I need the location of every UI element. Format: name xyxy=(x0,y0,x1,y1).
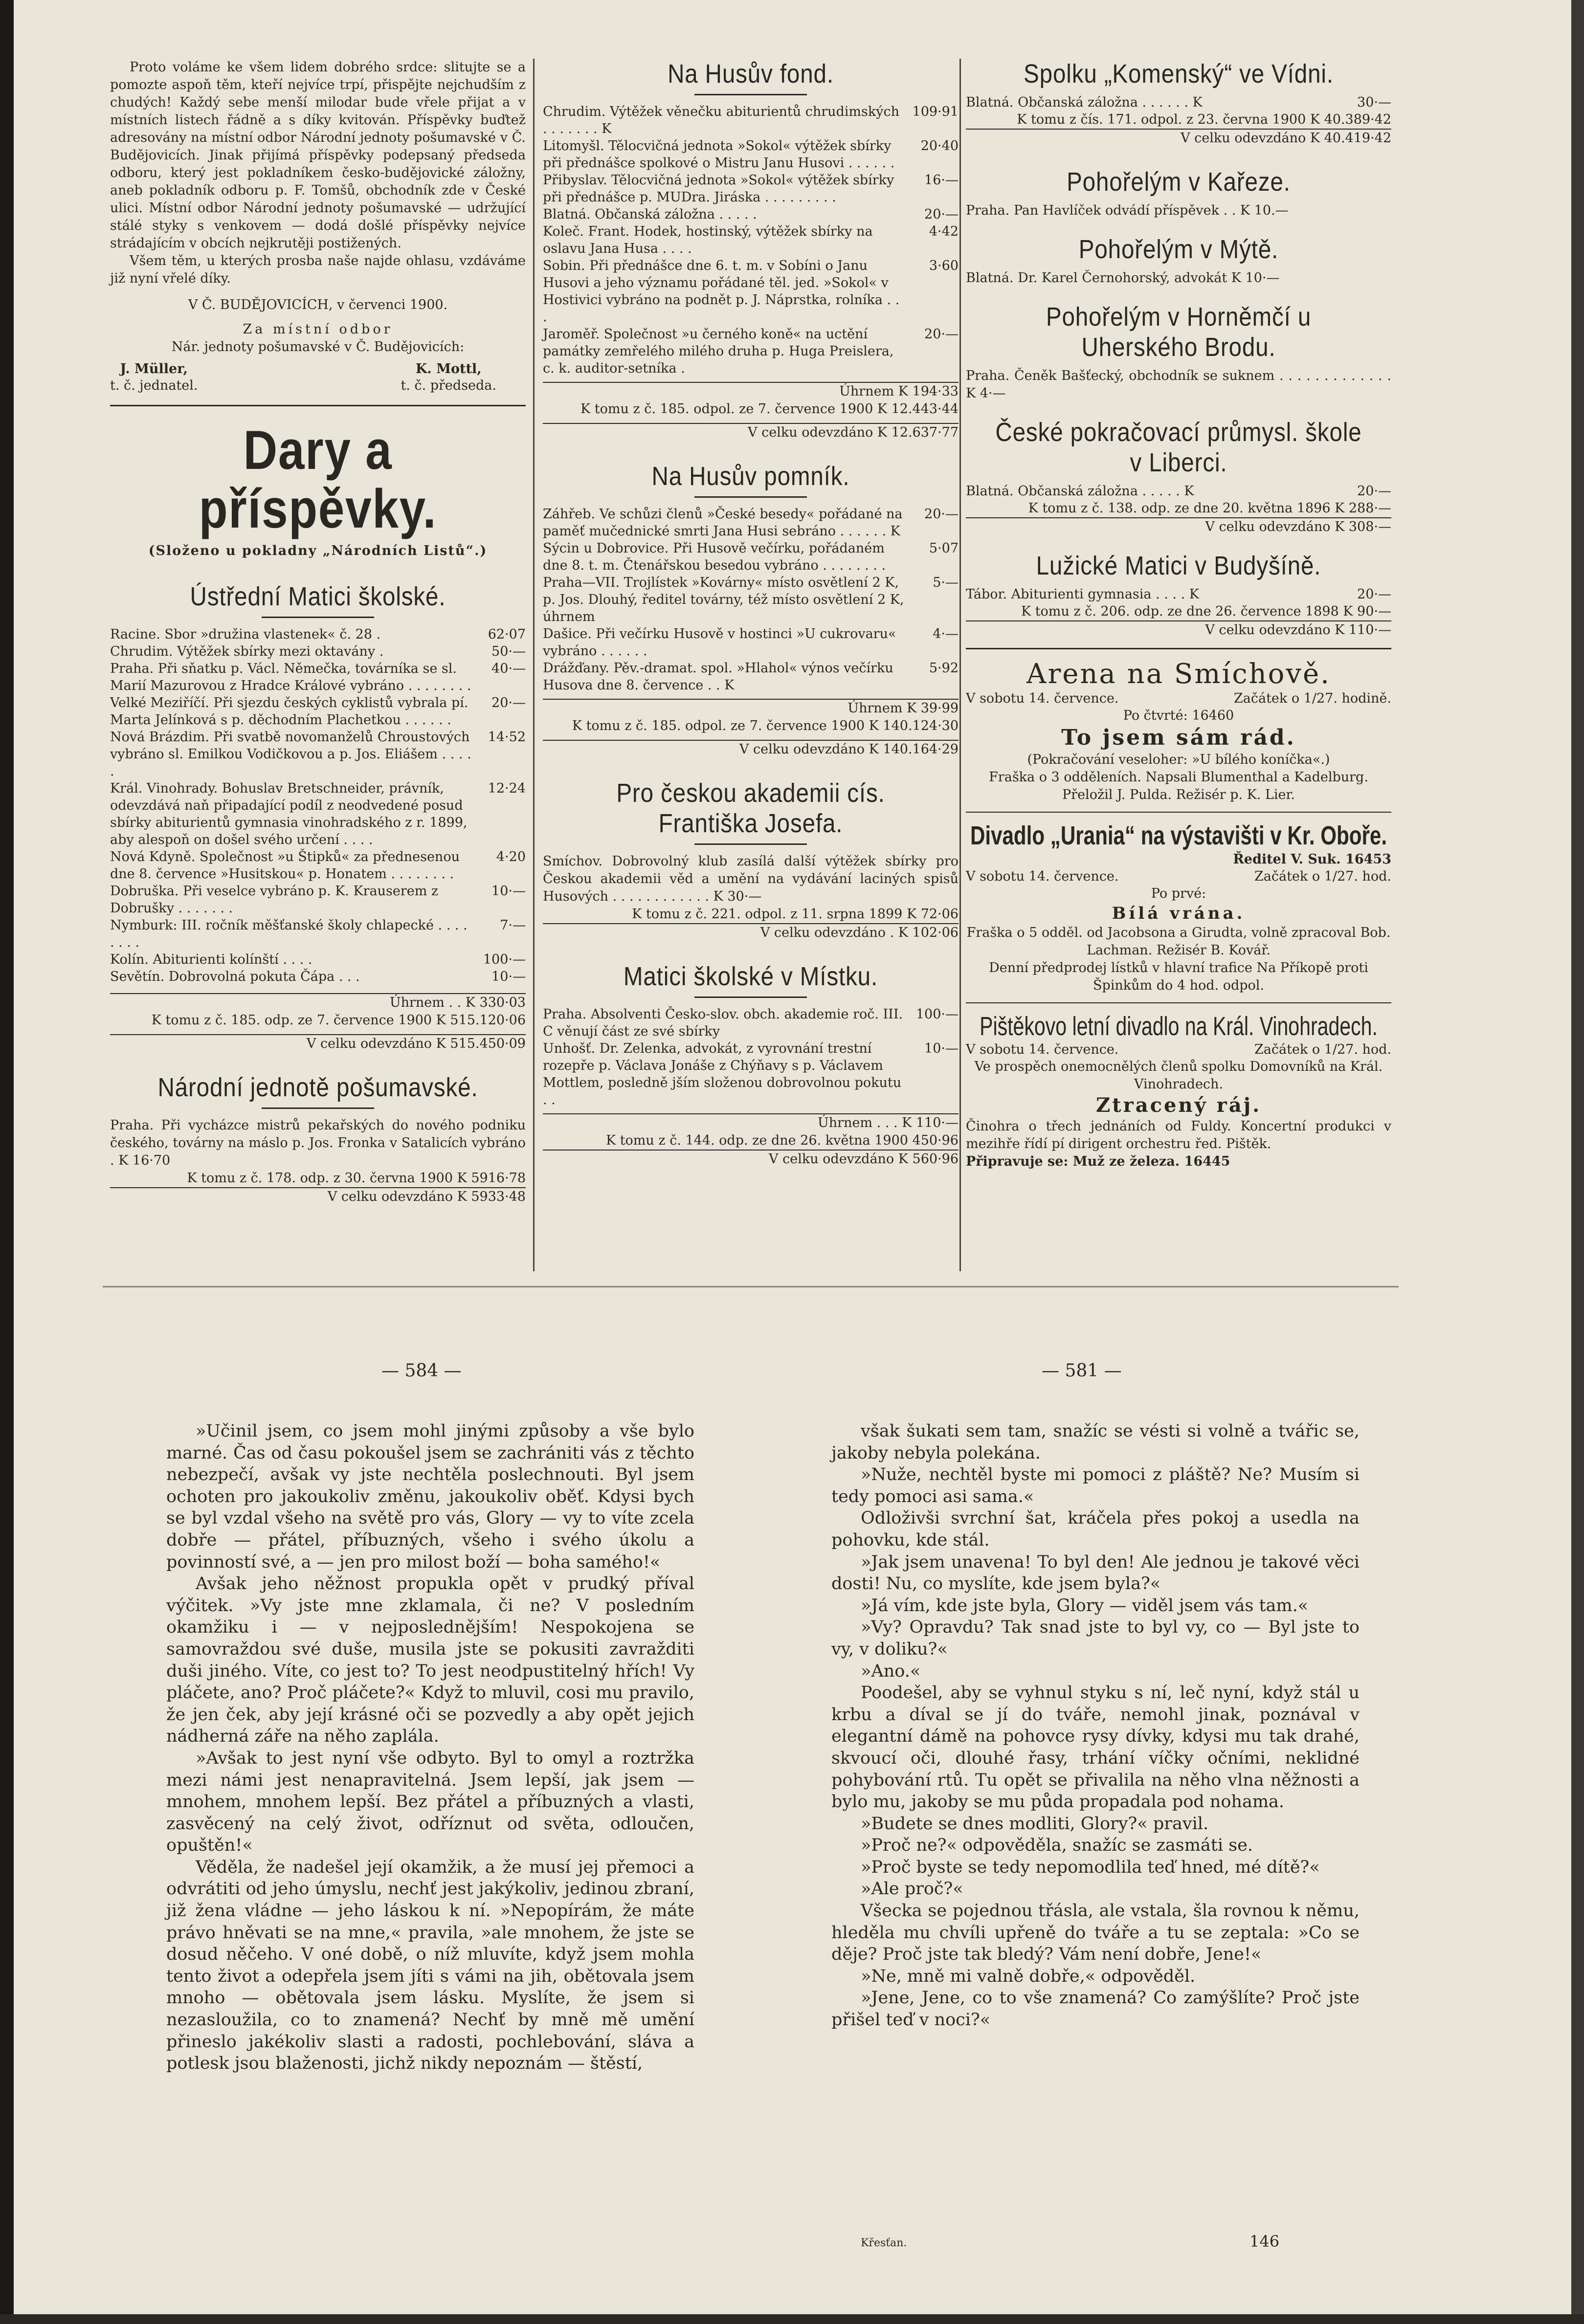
divider xyxy=(966,1002,1391,1003)
donation-text: Blatná. Občanská záložna . . . . . K xyxy=(966,484,1194,499)
donation-text: Praha. Absolventi Česko-slov. obch. akademie roč. III. C věnují část ze své sbírky xyxy=(543,1007,903,1039)
donation-row xyxy=(110,848,526,883)
page-edge-bottom xyxy=(0,2314,1584,2324)
total-line xyxy=(543,423,959,442)
donation-list xyxy=(543,1006,959,1108)
donation-amount: 12·24 xyxy=(488,781,526,796)
section-title: Spolku „Komenský“ ve Vídni. xyxy=(1024,59,1334,89)
donation-row xyxy=(110,626,526,643)
previous-text: K tomu z č. 144. odp. ze dne 26. května 1900 450·96 xyxy=(605,1133,959,1148)
arena-title: Arena na Smíchově. xyxy=(1026,658,1331,690)
donation-text: Nymburk: III. ročník měšťanské školy chlapecké . . . . . . . . xyxy=(110,918,468,950)
donation-row xyxy=(543,206,959,223)
arena-date-line xyxy=(966,690,1391,707)
section-title: Pohořelým v Kařeze. xyxy=(1067,167,1291,197)
signature-name: K. Mottl, xyxy=(415,361,482,376)
donation-amount: 100·— xyxy=(483,952,526,967)
donation-amount: 14·52 xyxy=(488,730,526,745)
total-text: V celku odevzdáno K 140.164·29 xyxy=(739,742,959,757)
donation-list xyxy=(966,94,1391,111)
total-text: V celku odevzdáno K 560·96 xyxy=(769,1151,959,1167)
donations-subtitle: (Složeno u pokladny „Národních Listů“.) xyxy=(148,543,488,558)
donation-text: Nová Kdyně. Společnost »u Štipků« za přednesenou dne 8. července »Husitskou« p. Honatem . . . . . . . . xyxy=(110,849,460,882)
donation-amount: 5·07 xyxy=(929,541,959,556)
donation-list xyxy=(966,586,1391,603)
donation-amount: 20·— xyxy=(924,507,959,522)
arena-subtitle: (Pokračování veseloher: »U bílého koníčka«.) xyxy=(1027,752,1330,767)
donation-text: Smíchov. Dobrovolný klub zasílá další výtěžek sbírky pro Českou akademii věd a umění na vydávání laciných spisů Husových . . . . . . . . . . . . K 30·— xyxy=(543,854,959,904)
donation-amount: 50·— xyxy=(491,644,526,659)
story-paragraph: »Budete se dnes modliti, Glory?« pravil. xyxy=(861,1814,1209,1834)
donation-row xyxy=(543,223,959,257)
story-paragraph: Odloživši svrchní šat, kráčela přes pokoj a usedla na pohovku, kde stál. xyxy=(831,1508,1360,1550)
previous-text: K tomu z č. 138. odp. ze dne 20. května 1896 K 288·— xyxy=(1028,501,1391,516)
donation-amount: 7·— xyxy=(500,918,526,933)
section-underline xyxy=(694,996,807,998)
previous-line xyxy=(110,1012,526,1029)
story-paragraph: »Jene, Jene, co to vše znamená? Co zamýšlíte? Proč jste přišel teď v noci?« xyxy=(831,1988,1360,2030)
donation-text: Blatná. Dr. Karel Černohorský, advokát K 10·— xyxy=(966,270,1280,286)
arena-performance: Po čtvrté: 16460 xyxy=(1123,708,1234,723)
previous-text: K tomu z č. 185. odpol. ze 7. července 1900 K 12.443·44 xyxy=(580,401,959,417)
donation-text: Záhřeb. Ve schůzi členů »České besedy« pořádané na paměť mučednické smrti Jana Husi sebráno . . . . . . K xyxy=(543,507,903,539)
pistekovo-date: V sobotu 14. července. xyxy=(966,1042,1119,1057)
donation-text: Praha—VII. Trojlístek »Kovárny« místo osvětlení 2 K, p. Jos. Dlouhý, ředitel továrny, též místo osvětlení 2 K, úhrnem xyxy=(543,575,904,624)
previous-text: K tomu z č. 178. odp. z 30. června 1900 K 5916·78 xyxy=(187,1171,526,1186)
urania-start: Začátek o 1/27. hod. xyxy=(1254,869,1391,884)
section-underline xyxy=(694,843,807,845)
appeal-paragraph: Proto voláme ke všem lidem dobrého srdce: slitujte se a pomozte aspoň těm, kteří nejvíce trpí, přispějte nejchudším z chudých! Každý sebe menší milodar bude vřele přijat a v místních listech řádně a s díky kvitován. Příspěvky buďtež adresovány na místní odbor Národní jednoty pošumavské v Č. Budějovicích. Jinak přijímá příspěvky podepsaný předseda odboru, který jest pokladníkem česko-budějovické záložny, aneb pokladník odboru p. F. Tomšů, obchodník zde v České ulici. Místní odbor Národní jednoty pošumavské — udržující stálé styky s venkovem — dodá došlé příspěvky nejvíce strádajícím v obcích nejkrutěji postižených. xyxy=(110,60,526,251)
donation-text: Drážďany. Pěv.-dramat. spol. »Hlahol« výnos večírku Husova dne 8. července . . K xyxy=(543,661,893,693)
donation-amount: 62·07 xyxy=(488,627,526,642)
donation-amount: 30·— xyxy=(1357,95,1391,110)
donation-amount: 40·— xyxy=(491,661,526,676)
donation-text: Sobin. Při přednášce dne 6. t. m. v Sobíni o Janu Husovi a jeho významu pořádané těl. jed. »Sokol« v Hostivici vybráno na podnět p. J. Náprstka, rolníka . . . xyxy=(543,258,900,325)
donation-text: Velké Meziříčí. Při sjezdu českých cyklistů vybrala pí. Marta Jelínková s p. děchodním Plachetkou . . . . . . xyxy=(110,695,469,728)
donation-row xyxy=(543,137,959,172)
story-paragraph: Avšak jeho něžnost propukla opět v prudký příval výčitek. »Vy jste mne zklamala, či ne? V posledním okamžiku i — v nejposlednějším! Nespokojena se samovraždou své duše, musila jste se pokusiti zavražditi duši jiného. Víte, co jest to? To jest neodpustitelný hřích! Vy pláčete, ano? Proč pláčete?« Když to mluvil, cosi mu pravilo, že jen ček, aby její krásné oči se pozvedly a aby opět jejich nádherná záře na něho zaplála. xyxy=(166,1574,694,1747)
donation-row xyxy=(110,968,526,985)
section-underline xyxy=(694,94,807,95)
donation-text: Blatná. Občanská záložna . . . . . . K xyxy=(966,95,1203,110)
page-edge-left xyxy=(0,0,14,2324)
donation-row xyxy=(966,483,1391,500)
story-paragraph: »Proč byste se tedy nepomodlila teď hned, mé dítě?« xyxy=(861,1857,1320,1877)
donation-text: Jaroměř. Společnost »u černého koně« na uctění památky zemřelého milého druha p. Huga Preislera, c. k. auditor-setníka . xyxy=(543,327,894,376)
urania-description: Fraška o 5 odděl. od Jacobsona a Girudta, volně zpracoval Bob. Lachman. Režisér B. Kovář. xyxy=(966,925,1391,958)
donation-row xyxy=(543,1040,959,1108)
column-middle xyxy=(543,59,959,1168)
story-paragraph: »Učinil jsem, co jsem mohl jinými způsoby a vše bylo marné. Čas od času pokoušel jsem se zachrániti vás z těchto nebezpečí, avšak vy jste nechtěla poslechnouti. Byl jsem ochoten pro jakoukoliv změnu, jakoukoliv oběť. Kdysi bych se byl vzdal všeho na světě pro vás, Glory — vy to víte zcela dobře — přátel, příbuzných, všeho i svého úkolu a povinností své, a — jen pro milost boží — boha samého!« xyxy=(166,1421,694,1572)
donation-text: Koleč. Frant. Hodek, hostinský, výtěžek sbírky na oslavu Jana Husa . . . . xyxy=(543,224,873,256)
donation-amount: 10·— xyxy=(491,884,526,899)
pistekovo-date-line xyxy=(966,1041,1391,1058)
page-edge-right xyxy=(1571,0,1584,2324)
previous-line xyxy=(543,1132,959,1150)
total-text: V celku odevzdáno K 515.450·09 xyxy=(306,1036,526,1051)
donation-amount: 4·20 xyxy=(496,849,526,864)
donation-row xyxy=(543,660,959,694)
urania-title: Divadlo „Urania“ na výstavišti v Kr. Oboře. xyxy=(970,821,1387,850)
sum-text: Úhrnem K 194·33 xyxy=(839,384,959,399)
urania-date: V sobotu 14. července. xyxy=(966,869,1119,884)
pistekovo-title: Pištěkovo letní divadlo na Král. Vinohradech. xyxy=(980,1012,1378,1041)
donation-row xyxy=(110,883,526,917)
donation-amount: 20·— xyxy=(924,207,959,222)
urania-date-line xyxy=(966,868,1391,885)
donation-row xyxy=(110,780,526,848)
previous-text: K tomu z č. 185. odp. ze 7. července 1900 K 515.120·06 xyxy=(151,1013,526,1028)
section-title: Matici školské v Místku. xyxy=(623,962,878,991)
divider xyxy=(966,812,1391,813)
total-text: V celku odevzdáno K 308·— xyxy=(1205,519,1391,534)
pistekovo-prepared: Připravuje se: Muž ze železa. 16445 xyxy=(966,1154,1230,1169)
arena-date: V sobotu 14. července. xyxy=(966,691,1119,706)
donation-text: Tábor. Abiturienti gymnasia . . . . K xyxy=(966,587,1199,602)
donation-list xyxy=(110,626,526,985)
story-paragraph: Poodešel, aby se vyhnul styku s ní, leč nyní, když stál u krbu a díval se jí do tváře, nemohl jinak, poznával v elegantní dámě na pohovce rysy dívky, kdysi mu tak drahé, skvoucí oči, dlouhé řasy, trhání víčky očními, neklidné pohybování rtů. Tu opět se přivalila na něho vlna něžnosti a bylo mu, jakoby se mu půda propadala pod nohama. xyxy=(831,1683,1360,1812)
story-paragraph: »Nuže, nechtěl byste mi pomoci z pláště? Ne? Musím si tedy pomoci asi sama.« xyxy=(831,1465,1360,1506)
arena-play-title: To jsem sám rád. xyxy=(1061,725,1296,750)
sum-line xyxy=(543,382,959,400)
total-text: V celku odevzdáno K 40.419·42 xyxy=(1181,131,1391,146)
donation-row xyxy=(110,660,526,694)
donation-amount: 4·— xyxy=(933,626,959,642)
donation-text: Racine. Sbor »družina vlastenek« č. 28 . xyxy=(110,627,381,642)
donation-row xyxy=(543,574,959,625)
donation-row xyxy=(110,951,526,968)
donation-text: Praha. Při sňatku p. Václ. Němečka, továrníka se sl. Marií Mazurovou z Hradce Králové vybráno . . . . . . . . xyxy=(110,661,471,693)
feuilleton-rule xyxy=(103,1286,1399,1287)
column-rule xyxy=(959,59,961,1271)
story-paragraph: »Ale proč?« xyxy=(861,1879,963,1899)
signatures xyxy=(110,361,526,394)
sum-line xyxy=(543,699,959,717)
donation-text: Nová Brázdim. Při svatbě novomanželů Chroustových vybráno sl. Emilkou Vodičkovou a p. Jos. Eliášem . . . . . xyxy=(110,730,471,779)
donation-amount: 10·— xyxy=(924,1041,959,1056)
donation-row xyxy=(543,172,959,206)
previous-line xyxy=(966,111,1391,129)
signature-name: J. Müller, xyxy=(120,361,188,376)
donation-text: Praha. Při vycházce mistrů pekařských do nového podniku českého, továrny na máslo p. Jos. Fronka v Satalicích vybráno . K 16·70 xyxy=(110,1118,526,1168)
previous-text: K tomu z č. 221. odpol. z 11. srpna 1899 K 72·06 xyxy=(632,907,959,922)
total-text: V celku odevzdáno K 110·— xyxy=(1205,622,1391,638)
pistekovo-benefit: Ve prospěch onemocnělých členů spolku Domovníků na Král. Vinohradech. xyxy=(974,1059,1383,1092)
sum-text: Úhrnem . . . K 110·— xyxy=(818,1115,959,1130)
section-title: Na Husův fond. xyxy=(668,59,834,89)
total-line xyxy=(966,129,1391,147)
pistekovo-start: Začátek o 1/27. hod. xyxy=(1254,1042,1391,1057)
signature-mark: Křesťan. xyxy=(861,2237,907,2249)
donation-text: Praha. Pan Havlíček odvádí příspěvek . . K 10.— xyxy=(966,203,1289,218)
section-underline xyxy=(262,617,374,618)
donation-text: Král. Vinohrady. Bohuslav Bretschneider, právník, odevzdává naň připadající podíl z neodvedené posud sbírky abiturientů gymnasia vinohradského z r. 1899, aby alespoň on došel svého určení . . . . xyxy=(110,781,468,847)
total-line xyxy=(543,1150,959,1168)
total-text: V celku odevzdáno K 5933·48 xyxy=(327,1189,526,1204)
donation-row xyxy=(110,643,526,660)
total-line xyxy=(110,1187,526,1206)
donation-text: Praha. Čeněk Bašťecký, obchodník se suknem . . . . . . . . . . . . . K 4·— xyxy=(966,368,1391,401)
donation-amount: 20·— xyxy=(1357,587,1391,602)
page-number-right: — 581 — xyxy=(1042,1361,1122,1381)
previous-line xyxy=(110,1170,526,1187)
column-rule xyxy=(533,59,535,1271)
donation-text: Sýcin u Dobrovice. Při Husově večírku, pořádaném dne 8. t. m. Čtenářskou besedou vybráno . . . . . . . . xyxy=(543,541,886,573)
signature-role: t. č. jednatel. xyxy=(110,378,198,393)
donation-amount: 4·42 xyxy=(929,224,959,239)
donation-row xyxy=(110,694,526,729)
section-title: Pro českou akademii cís. Františka Josefa. xyxy=(616,778,885,838)
appeal-committee: Za místní odbor xyxy=(243,322,393,337)
donation-list xyxy=(543,103,959,377)
donation-text: Chrudim. Výtěžek sbírky mezi oktavány . xyxy=(110,644,384,659)
previous-text: K tomu z čís. 171. odpol. z 23. června 1900 K 40.389·42 xyxy=(1017,112,1391,127)
previous-text: K tomu z č. 206. odp. ze dne 26. července 1898 K 90·— xyxy=(1021,604,1391,619)
donation-row xyxy=(966,586,1391,603)
donation-text: Přibyslav. Tělocvičná jednota »Sokol« výtěžek sbírky při přednášce p. MUDra. Jiráska . . . . . . . . . xyxy=(543,173,894,205)
story-paragraph: »Ano.« xyxy=(861,1661,921,1681)
donation-text: Dašice. Při večírku Husově v hostinci »U cukrovaru« vybráno . . . . . . xyxy=(543,626,896,659)
donation-row xyxy=(543,103,959,137)
urania-play-title: Bílá vrána. xyxy=(1112,904,1246,923)
feuilleton-left xyxy=(166,1420,694,2075)
story-paragraph: »Ne, mně mi valně dobře,« odpověděl. xyxy=(861,1966,1196,1986)
total-text: V celku odevzdáno K 12.637·77 xyxy=(748,425,959,440)
donation-row xyxy=(543,540,959,574)
section-title: Na Husův pomník. xyxy=(651,462,850,491)
donation-row xyxy=(110,729,526,780)
donation-amount: 20·— xyxy=(924,327,959,342)
donation-text: Chrudim. Výtěžek věnečku abiturientů chrudimských . . . . . . . K xyxy=(543,104,900,136)
sheet-number: 146 xyxy=(1249,2232,1280,2251)
total-text: V celku odevzdáno . K 102·06 xyxy=(760,925,959,940)
previous-line xyxy=(543,717,959,735)
story-paragraph: Všecka se pojednou třásla, ale vstala, šla rovnou k němu, hleděla mu chvíli upřeně do tváře a tu se zeptala: »Co se děje? Proč jste tak bledý? Vám není dobře, Jene!« xyxy=(831,1901,1360,1965)
urania-performance: Po prvé: xyxy=(1151,886,1206,901)
section-underline xyxy=(262,1107,374,1109)
urania-director: Ředitel V. Suk. 16453 xyxy=(1233,852,1391,867)
donation-list xyxy=(543,506,959,694)
donation-row xyxy=(543,1006,959,1040)
total-line xyxy=(543,923,959,942)
column-left xyxy=(110,59,526,1206)
donations-title: Dary a příspěvky. xyxy=(199,420,437,539)
section-title: Pohořelým v Mýtě. xyxy=(1078,235,1279,264)
section-title: Ústřední Matici školské. xyxy=(190,582,446,611)
donation-amount: 20·— xyxy=(1357,484,1391,499)
signature-left xyxy=(110,361,198,394)
sum-text: Úhrnem K 39·99 xyxy=(848,701,959,716)
signature-role: t. č. předseda. xyxy=(401,378,496,393)
donation-amount: 5·92 xyxy=(929,661,959,676)
donation-text: Kolín. Abiturienti kolínští . . . . xyxy=(110,952,312,967)
total-line xyxy=(110,1034,526,1053)
donation-amount: 16·— xyxy=(924,173,959,188)
section-title: Lužické Matici v Budyšíně. xyxy=(1036,551,1321,580)
donation-text: Unhošť. Dr. Zelenka, advokát, z vyrovnání trestní rozepře p. Václava Jonáše z Chýňavy s p. Václavem Mottlem, posledně jším složenou dobrovolnou pokutu . . xyxy=(543,1041,902,1107)
section-title: České pokračovací průmysl. škole v Liberci. xyxy=(995,418,1362,477)
arena-description: Fraška o 3 odděleních. Napsali Blumenthal a Kadelburg. Přeložil J. Pulda. Režisér p. K. Lier. xyxy=(989,770,1368,802)
donation-amount: 3·60 xyxy=(929,258,959,273)
donation-amount: 109·91 xyxy=(912,104,959,119)
donation-text: Dobruška. Při veselce vybráno p. K. Krauserem z Dobrušky . . . . . . . xyxy=(110,884,439,916)
donation-row xyxy=(543,506,959,540)
story-paragraph: »Vy? Opravdu? Tak snad jste to byl vy, co — Byl jste to vy, v doliku?« xyxy=(831,1617,1360,1659)
divider xyxy=(110,405,526,406)
pistekovo-description: Činohra o třech jednáních od Fuldy. Koncertní produkci v mezihře řídí pí dirigent orchestru řed. Pištěk. xyxy=(966,1119,1391,1151)
donation-row xyxy=(543,257,959,326)
previous-line xyxy=(543,400,959,418)
arena-start: Začátek o 1/27. hodině. xyxy=(1234,691,1391,706)
signature-right xyxy=(401,361,496,394)
appeal-thanks: Všem těm, u kterých prosba naše najde ohlasu, vzdáváme již nyní vřelé díky. xyxy=(110,253,526,286)
donation-amount: 20·40 xyxy=(920,138,959,154)
feuilleton-right xyxy=(831,1420,1360,2031)
previous-line xyxy=(543,906,959,923)
donation-amount: 5·— xyxy=(933,575,959,590)
previous-line xyxy=(966,500,1391,517)
story-paragraph: však šukati sem tam, snažíc se vésti si volně a tvářic se, jakoby nebyla polekána. xyxy=(831,1421,1360,1463)
donation-amount: 20·— xyxy=(491,695,526,710)
story-paragraph: »Já vím, kde jste byla, Glory — viděl jsem vás tam.« xyxy=(861,1595,1309,1616)
section-title: Národní jednotě pošumavské. xyxy=(157,1073,478,1102)
donation-text: Blatná. Občanská záložna . . . . . xyxy=(543,207,757,222)
donation-amount: 100·— xyxy=(915,1007,959,1022)
story-paragraph: Věděla, že nadešel její okamžik, a že musí jej přemoci a odvrátiti od jeho úmyslu, nechť jest jakýkoliv, jedinou zbraní, již žena vládne — jeho láskou k ní. »Nepopírám, že máte právo hněvati se na mne,« pravila, »ale mnohem, že jste se dosud něčeho. V oné době, o níž mluvíte, když jsem mohla tento život a odepřela jsem jíti s vámi na jih, obětovala jsem mnoho — obětovala jsem lásku. Myslíte, že jsem si nezasloužila, co to znamená? Nechť by mně mě umění přineslo jakékoliv slasti a radosti, pochlebování, sláva a potlesk jsou blaženosti, jichž nikdy nepoznám — štěstí, xyxy=(166,1857,694,2074)
story-paragraph: »Avšak to jest nyní vše odbyto. Byl to omyl a roztržka mezi námi jest nenapravitelná. Jsem lepší, jak jsem — mnohem, mnohem lepší. Bez přátel a příbuzných a vlasti, zasvěcený na celý život, odříznut od světa, odloučen, opuštěn!« xyxy=(166,1748,694,1856)
total-line xyxy=(543,740,959,758)
story-paragraph: »Jak jsem unavena! To byl den! Ale jednou je takové věci dosti! Nu, co myslíte, kde jsem byla?« xyxy=(831,1552,1360,1594)
previous-text: K tomu z č. 185. odpol. ze 7. července 1900 K 140.124·30 xyxy=(572,718,959,733)
donation-list xyxy=(966,483,1391,500)
sum-line xyxy=(543,1113,959,1132)
donation-row xyxy=(543,326,959,377)
appeal-committee-org: Nár. jednoty pošumavské v Č. Budějovicích: xyxy=(171,339,465,354)
total-line xyxy=(966,620,1391,639)
donation-text: Sevětín. Dobrovolná pokuta Čápa . . . xyxy=(110,969,360,984)
sum-line xyxy=(110,993,526,1012)
donation-row xyxy=(966,94,1391,111)
total-line xyxy=(966,517,1391,536)
story-paragraph: »Proč ne?« odpověděla, snažíc se zasmáti se. xyxy=(861,1836,1253,1856)
donation-row xyxy=(110,917,526,951)
appeal-place-date: V Č. BUDĚJOVICÍCH, v červenci 1900. xyxy=(188,297,448,312)
section-title: Pohořelým v Horněmčí u Uherského Brodu. xyxy=(1046,302,1312,362)
sum-text: Úhrnem . . K 330·03 xyxy=(389,995,526,1010)
divider xyxy=(966,648,1391,649)
column-right xyxy=(966,59,1391,1171)
section-underline xyxy=(694,496,807,498)
donation-row xyxy=(543,625,959,660)
donation-amount: 10·— xyxy=(491,969,526,984)
previous-line xyxy=(966,603,1391,620)
page-number-left: — 584 — xyxy=(381,1361,462,1381)
donation-text: Litomyšl. Tělocvičná jednota »Sokol« výtěžek sbírky při přednášce spolkové o Mistru Janu Husovi . . . . . . xyxy=(543,138,895,171)
pistekovo-play-title: Ztracený ráj. xyxy=(1095,1094,1262,1117)
urania-presale: Denní předprodej lístků v hlavní trafice Na Příkopě proti Špinkům do 4 hod. odpol. xyxy=(989,960,1368,993)
